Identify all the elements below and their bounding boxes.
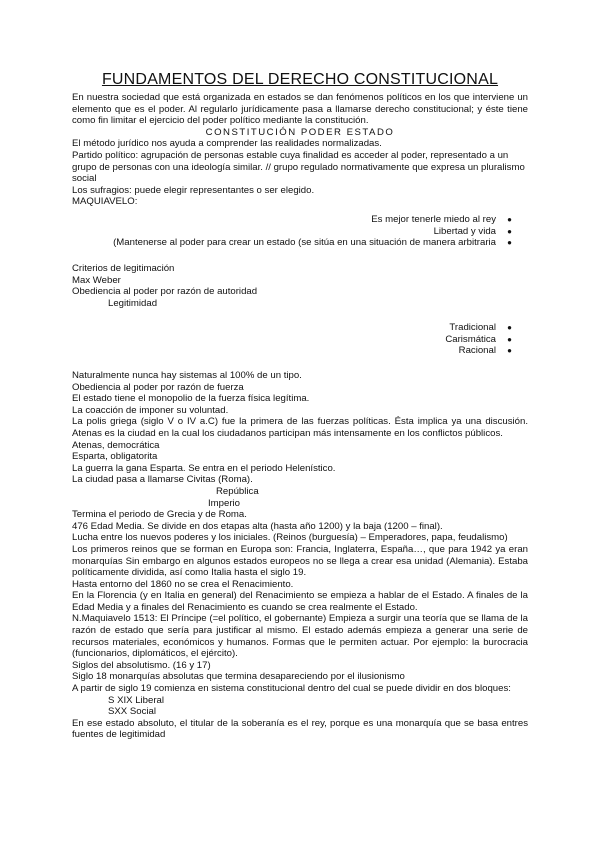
list-item (72, 345, 512, 357)
polis-paragraph: La polis griega (siglo V o IV a.C) fue la primera de las fuerzas políticas. Ésta implica ya una discusión. Atenas es la ciudad en la cual los ciudadanos participan más intensamente en los conflictos públicos. (72, 416, 528, 439)
reinos-paragraph: Los primeros reinos que se forman en Europa son: Francia, Inglaterra, España…, que para 1942 ya eran monarquías Sin embargo en algunos estados europeos no se llega a crear esa unidad (Alemania). Estaba políticamente dividida, así como Italia hasta el siglo 19. (72, 543, 528, 579)
legitimidad-label: Legitimidad (108, 297, 158, 309)
text-line: La coacción de imponer su voluntad. (72, 404, 229, 416)
list-item-label: Libertad y vida (433, 225, 496, 237)
list-item (72, 334, 512, 346)
section-heading: CONSTITUCIÓN PODER ESTADO (205, 126, 395, 138)
bullet-icon: ● (507, 215, 512, 224)
text-line: Esparta, obligatorita (72, 451, 158, 463)
list-item-label: Racional (458, 345, 496, 357)
list-item-label: Es mejor tenerle miedo al rey (371, 214, 496, 225)
bloque-item: S XIX Liberal (108, 694, 164, 706)
text-line: Atenas, democrática (72, 439, 160, 451)
list-item (72, 322, 512, 334)
bloque-item: SXX Social (108, 706, 156, 718)
list-item (72, 214, 512, 226)
text-line: Obediencia al poder por razón de fuerza (72, 381, 244, 393)
text-line: Naturalmente nunca hay sistemas al 100% de un tipo. (72, 370, 302, 381)
text-line: Obediencia al poder por razón de autoridad (72, 286, 258, 298)
text-line: La guerra la gana Esparta. Se entra en el periodo Helenístico. (72, 462, 336, 474)
text-line: Hasta entorno del 1860 no se crea el Renacimiento. (72, 578, 294, 590)
list-item-label: Tradicional (449, 322, 496, 333)
bullet-icon: ● (507, 226, 512, 236)
florencia-paragraph: En la Florencia (y en Italia en general) del Renacimiento se empieza a hablar de el Estado. A finales de la Edad Media y a finales del Renacimiento es cuando se crea realmente el Estado. (72, 590, 528, 613)
text-line: 476 Edad Media. Se divide en dos etapas alta (hasta año 1200) y la baja (1200 – final). (72, 520, 443, 532)
bullet-icon: ● (507, 238, 512, 248)
text-line: El estado tiene el monopolio de la fuerza física legítima. (72, 393, 310, 405)
document-title: FUNDAMENTOS DEL DERECHO CONSTITUCIONAL (101, 71, 499, 88)
text-line: Lucha entre los nuevos poderes y los iniciales. (Reinos (burguesía) – Emperadores, papa, feudalismo) (72, 532, 508, 544)
list-item-label: (Mantenerse al poder para crear un estado (se sitúa en una situación de manera arbitraria (113, 237, 496, 249)
legitimidad-list (72, 322, 512, 357)
legitimacion-block (72, 263, 528, 309)
text-line: A partir de siglo 19 comienza en sistema constitucional dentro del cual se puede dividir en dos bloques: (72, 683, 511, 695)
maquiavelo-list (72, 214, 512, 249)
text-line: Criterios de legitimación (72, 263, 175, 274)
intro-block (72, 92, 528, 208)
republica-label: República (216, 485, 259, 497)
text-line: La ciudad pasa a llamarse Civitas (Roma). (72, 474, 253, 486)
list-item (72, 237, 512, 249)
text-line: MAQUIAVELO: (72, 196, 138, 208)
text-line: Los sufragios: puede elegir representantes o ser elegido. (72, 184, 315, 196)
body-block (72, 370, 528, 741)
maquiavelo-paragraph: N.Maquiavelo 1513: El Príncipe (=el político, el gobernante) Empieza a surgir una teoría que se llama de la razón de estado que sería para justificar al mismo. El estado además empieza a generar una serie de recursos materiales, económicos y humanos. Formas que le permiten actuar. Por ejemplo: la burocracia (funcionarios, diplomáticos, el ejército). (72, 613, 528, 660)
list-item-label: Carismática (445, 333, 496, 345)
intro-paragraph: En nuestra sociedad que está organizada en estados se dan fenómenos políticos en los que interviene un elemento que es el poder. Al regularlo jurídicamente pasa a llamarse derecho constitucional; y éste tiene como fin limitar el ejercicio del poder político mediante la constitución. (72, 92, 528, 127)
list-item (72, 226, 512, 238)
text-line: Termina el periodo de Grecia y de Roma. (72, 509, 247, 521)
text-line: Max Weber (72, 274, 121, 286)
text-line: Siglo 18 monarquías absolutas que termina desapareciendo por el ilusionismo (72, 671, 405, 683)
bullet-icon: ● (507, 334, 512, 344)
bullet-icon: ● (507, 323, 512, 332)
text-line: El método jurídico nos ayuda a comprender las realidades normalizadas. (72, 138, 382, 150)
text-line: Partido político: agrupación de personas estable cuya finalidad es acceder al poder, representado a un grupo de personas con una ideología similar. // grupo regulado normativamente que expresa un pluralismo social (72, 149, 525, 185)
bullet-icon: ● (507, 346, 512, 356)
final-paragraph: En ese estado absoluto, el titular de la soberanía es el rey, porque es una monarquía que se basa entres fuentes de legitimidad (72, 717, 528, 741)
imperio-label: Imperio (208, 497, 240, 509)
text-line: Siglos del absolutismo. (16 y 17) (72, 659, 211, 671)
